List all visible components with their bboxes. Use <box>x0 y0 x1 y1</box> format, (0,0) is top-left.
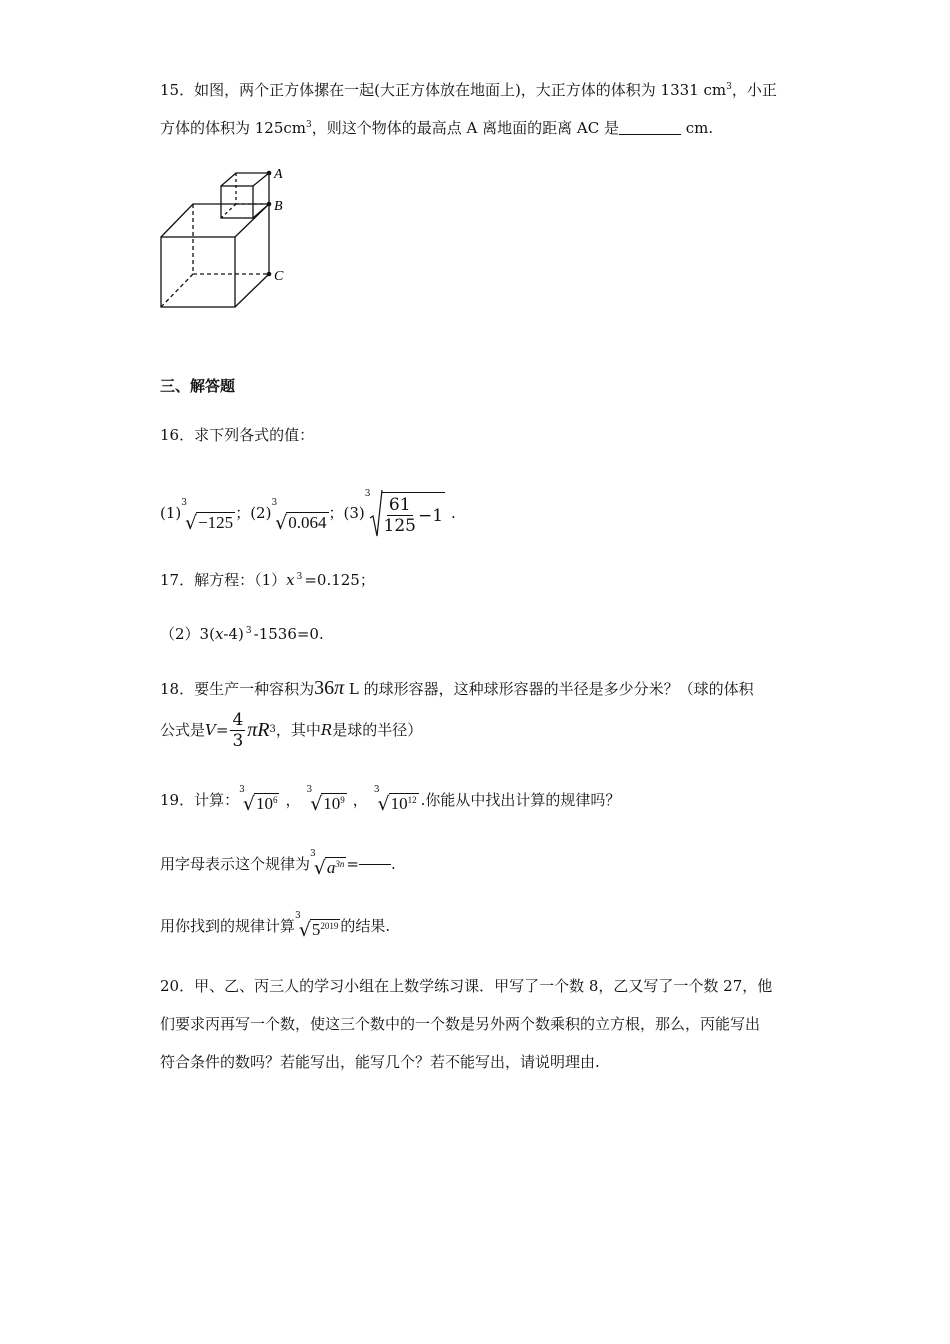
q16-intro: 16．求下列各式的值： <box>160 426 315 444</box>
q18-line1: 18．要生产一种容积为36π L 的球形容器，这种球形容器的半径是多少分米？（球的体积 <box>160 677 754 699</box>
fraction: $\frac{61}{125}$ <box>383 495 416 536</box>
radical-sign: √ <box>184 512 198 534</box>
variable-r: R <box>320 721 333 739</box>
q20-line3: 符合条件的数吗？若能写出，能写几个？若不能写出，请说明理由. <box>160 1053 600 1071</box>
label-b: B <box>274 199 283 214</box>
variable-r: R <box>257 719 270 741</box>
q15-unit: cm. <box>680 119 714 137</box>
volume-value: 36 <box>314 677 335 699</box>
q15-text: 15．如图，两个正方体摞在一起(大正方体放在地面上)，大正方体的体积为 1331 cm <box>160 81 727 99</box>
q15-text: 方体的体积为 125cm <box>160 119 307 137</box>
big-cube-bottom-edge <box>235 274 269 307</box>
q16-expressions: (1) 3 √ −125 ；(2) 3 √ 0.064 ；(3) 3 $\frac{61}{125}$ −1 . <box>160 489 456 536</box>
q19-line1: 19．计算： 3 √ $10^6$ ， 3 √ $10^9$ ， 3 √ $10^{12}$ .你能从中找出计算的规律吗？ <box>160 785 621 815</box>
cube-root-10-12: 3 √ $10^{12}$ <box>373 785 417 815</box>
cube-root-3: 3 $\frac{61}{125}$ −1 <box>364 489 444 536</box>
cube-root-1: 3 √ −125 <box>181 498 234 534</box>
variable-x: x <box>286 571 295 589</box>
q15-unit-exponent: 3 <box>726 82 732 92</box>
q16-part-label: ；(3) <box>328 504 365 522</box>
variable-v: V <box>205 721 216 739</box>
cube-root-10-9: 3 √ $10^9$ <box>306 785 345 815</box>
radical-sign: √ <box>275 512 288 534</box>
q15-line2 <box>160 118 713 138</box>
q19-line2: 用字母表示这个规律为 3 √ $a^{3n}$ = . <box>160 849 396 879</box>
cube-root-5-2019: 3 √ $5^{2019}$ <box>295 911 339 941</box>
cube-root-2: 3 √ 0.064 <box>271 498 327 534</box>
q19-line3: 用你找到的规律计算 3 √ $5^{2019}$ 的结果. <box>160 911 391 941</box>
label-c: C <box>274 269 284 284</box>
label-a: A <box>274 167 283 182</box>
q15-unit-exponent: 3 <box>306 120 312 130</box>
cube-root-a-3n: 3 √ $a^{3n}$ <box>310 849 345 879</box>
small-cube-top-face <box>221 173 269 186</box>
q20-line2: 们要求丙再写一个数，使这三个数中的一个数是另外两个数乘积的立方根，那么，丙能写出 <box>160 1015 761 1033</box>
pi-symbol: π <box>334 677 345 699</box>
q18-line2: 公式是 V = $\frac{4}{3}$ π R 3 ，其中 R 是球的半径） <box>160 709 423 751</box>
two-cubes-figure <box>155 162 295 312</box>
big-cube-front-face <box>161 237 235 307</box>
q20-line1: 20．甲、乙、丙三人的学习小组在上数学练习课．甲写了一个数 8，乙又写了一个数 27，他 <box>160 977 773 995</box>
point-b-dot <box>267 202 272 207</box>
q15-answer-blank[interactable] <box>619 134 681 135</box>
point-c-dot <box>267 272 272 277</box>
q15-text: ，则这个物体的最高点 A 离地面的距离 AC 是 <box>311 119 619 137</box>
q17-line1: 17．解方程：（1）x $^3$ =0.125； <box>160 571 375 589</box>
point-a-dot <box>267 171 272 176</box>
q16-part-label: (1) <box>160 504 182 522</box>
fraction-four-thirds: $\frac{4}{3}$ <box>232 709 244 751</box>
radicand: $\frac{61}{125}$ −1 <box>382 492 446 536</box>
q19-answer-blank[interactable] <box>359 864 391 865</box>
q15-line1 <box>160 80 777 100</box>
q17-line2: （2）3(x-4) $^3$ -1536=0. <box>160 625 324 643</box>
radicand: 0.064 <box>288 513 327 532</box>
q15-text: ，小正 <box>731 81 777 99</box>
small-cube-bottom-edge <box>253 204 269 218</box>
variable-x: x <box>214 625 224 643</box>
cube-root-10-6: 3 √ $10^6$ <box>239 785 278 815</box>
q16-part-label: ；(2) <box>235 504 272 522</box>
radicand: −125 <box>198 513 234 532</box>
pi-symbol: π <box>247 719 258 741</box>
section-heading: 三、解答题 <box>160 377 236 395</box>
